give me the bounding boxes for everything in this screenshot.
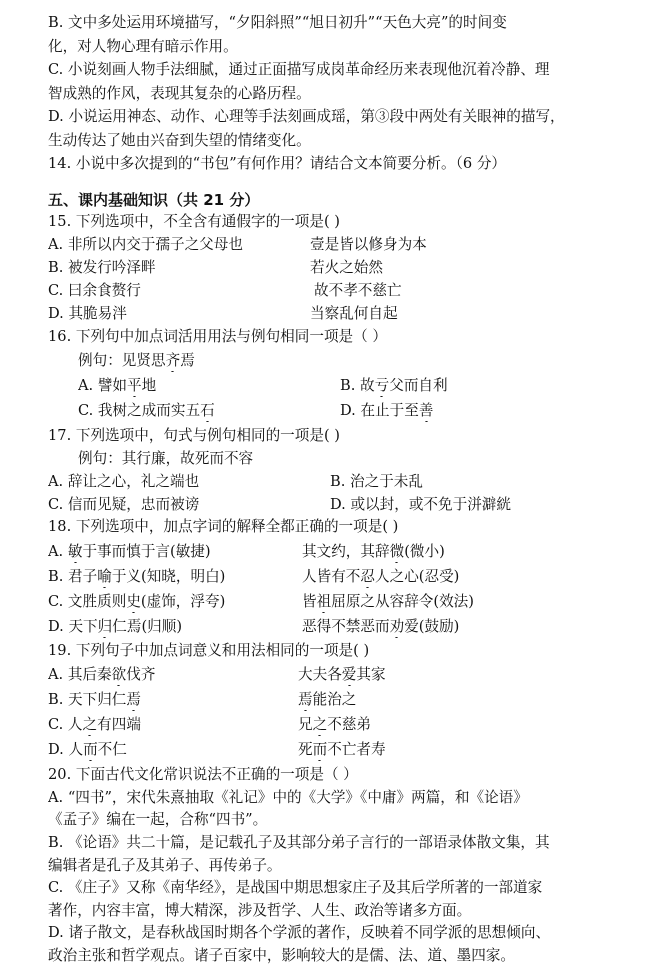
q18-a1-post: 于事而慎于言(敏捷) [82,543,211,560]
q14-stem: 14. 小说中多次提到的“书包”有何作用？请结合文本简要分析。（6 分） [48,155,507,172]
q17-option-c: C. 信而见疑，忠而被谤 [48,496,200,513]
q18-d-right [302,617,459,637]
q16-d-pre: D. 在止于至 [340,402,419,419]
q15-stem: 15. 下列选项中，不全含有通假字的一项是( ) [48,213,340,230]
q16-c-dot: 石 [200,402,215,419]
q16-option-b [340,376,448,396]
q17-options-ab [48,472,634,493]
q19-a2-pre: 大夫各 [298,666,342,683]
q16-a-post: 地 [141,377,157,394]
q18-a1-pre: A. [48,543,68,560]
q18-a-right [302,542,445,562]
q19-b-right [298,690,356,710]
q19-d-right [298,740,386,760]
q17-option-d: D. 或以封，或不免于洴澼絖 [330,496,511,513]
q18-d2-pre: 恶得不禁恶而 [302,618,390,635]
q16-option-a [78,377,156,394]
q18-option-d [48,617,634,638]
q18-c2-pre: 皆 [302,593,317,610]
q16-option-c [78,402,215,419]
q18-a2-post: (微小) [404,543,445,560]
q15-option-b [48,258,634,279]
q19-b-left [48,691,141,708]
q19-c-left [48,716,141,733]
q19-a-right [298,665,386,685]
q17-stem: 17. 下列选项中，句式与例句相同的一项是( ) [48,427,340,444]
q16-option-d [340,401,433,421]
q18-c2-dot: 祖 [316,593,332,610]
q20-option-d-cont: 政治主张和哲学观点。诸子百家中，影响较大的是儒、法、道、墨四家。 [48,947,516,964]
q16-a-pre: A. 譬如 [78,377,128,394]
q18-c-right [302,592,474,612]
q20-option-b: B. 《论语》共二十篇，是记载孔子及其部分弟子言行的一部语录体散文集，其 [48,834,550,851]
q19-d2-dot: 而 [312,741,328,758]
q16-c-pre: C. 我树之成而实五 [78,402,201,419]
q19-d2-pre: 死 [298,741,313,758]
q16-example-pre: 例句：见贤思 [78,352,166,369]
q19-c2-dot: 之 [312,716,328,733]
q18-a1-dot: 敏 [67,543,83,560]
q13-option-c-cont: 智成熟的作风，表现其复杂的心路历程。 [48,85,311,102]
q19-b2-dot: 焉 [298,691,313,708]
q19-c1-pre: C. 人 [48,716,83,733]
q19-d1-post: 不仁 [97,741,127,758]
q18-c1-pre: C. 文胜质则 [48,593,127,610]
q17-option-a: A. 辞让之心，礼之端也 [48,473,200,490]
q16-b-post: 父而自利 [389,377,448,394]
q19-d1-dot: 而 [83,741,98,758]
q16-b-pre: B. 故 [340,377,375,394]
q13-option-d: D. 小说运用神态、动作、心理等手法刻画成瑶，第③段中两处有关眼神的描写， [48,108,565,125]
q16-a-dot: 平 [127,377,142,394]
q18-c1-post: (虚饰，浮夸) [140,593,226,610]
q18-d-left [48,618,182,635]
q20-option-c-cont: 著作，内容丰富，博大精深，涉及哲学、人生、政治等诸多方面。 [48,902,472,919]
q15-option-d [48,304,634,325]
q20-option-c: C. 《庄子》又称《南华经》，是战国中期思想家庄子及其后学所著的一部道家 [48,879,543,896]
q16-b-dot: 亏 [374,377,390,394]
q19-b1-dot: 焉 [126,691,141,708]
q18-option-a [48,542,634,563]
q18-stem: 18. 下列选项中，加点字词的解释全都正确的一项是( ) [48,518,399,535]
q19-a2-dot: 爱 [341,666,357,683]
q18-b2-pre: 人皆有不 [302,568,361,585]
q18-b-left [48,568,225,585]
q18-b1-pre: B. 君子 [48,568,98,585]
q15-d-right: 当察乱何自起 [310,305,398,322]
q15-a-right: 壹是皆以修身为本 [310,236,427,253]
q19-option-a [48,665,634,686]
q20-option-a-cont: 《孟子》编在一起，合称“四书”。 [48,811,268,828]
q19-d2-post: 不亡者寿 [327,741,386,758]
q19-c-right [298,715,371,735]
q19-a1-pre: A. 其后秦 [48,666,112,683]
q20-stem: 20. 下面古代文化常识说法不正确的一项是（ ） [48,766,358,783]
q18-c1-dot: 史 [126,593,141,610]
q18-d2-dot: 劝 [389,618,405,635]
q18-b2-post: 人之心(忍受) [375,568,460,585]
q18-b2-dot: 忍 [360,568,375,585]
q13-option-d-cont: 生动传达了她由兴奋到失望的情绪变化。 [48,132,311,149]
q19-c1-post: 有四端 [97,716,141,733]
q19-d-left [48,741,127,758]
q19-a-left [48,666,155,683]
q19-b2-post: 能治之 [312,691,357,708]
q18-a2-dot: 微 [389,543,405,560]
q15-d-left: D. 其脆易泮 [48,305,127,322]
q15-a-left: A. 非所以内交于孺子之父母也 [48,236,243,253]
q16-options-cd [78,401,634,422]
q19-c1-dot: 之 [82,716,98,733]
q20-option-a: A. “四书”，宋代朱熹抽取《礼记》中的《大学》《中庸》两篇，和《论语》 [48,789,528,806]
q15-c-left: C. 曰余食赘行 [48,282,141,299]
q17-example: 例句：其行廉，故死而不容 [78,450,254,467]
q18-a2-pre: 其文约，其辞 [302,543,390,560]
q19-stem: 19. 下列句子中加点词意义和用法相同的一项是( ) [48,642,370,659]
q19-a1-dot: 欲 [111,666,127,683]
q13-option-c: C. 小说刻画人物手法细腻，通过正面描写成岗革命经历来表现他沉着冷静、理 [48,61,550,78]
q13-option-b-cont: 化，对人物心理有暗示作用。 [48,38,238,55]
q18-a-left [48,543,211,560]
q19-c2-pre: 兄 [298,716,313,733]
q17-option-b: B. 治之于未乱 [330,473,423,490]
q19-a2-post: 其家 [356,666,386,683]
q20-option-b-cont: 编辑者是孔子及其弟子、再传弟子。 [48,857,282,874]
q18-option-c [48,592,634,613]
q16-d-dot: 善 [418,402,434,419]
q18-b1-post: 于义(知晓，明白) [111,568,226,585]
q19-option-c [48,715,634,736]
q18-d1-post: 仁焉(归顺) [112,618,183,635]
q18-option-b [48,567,634,588]
q19-a1-post: 伐齐 [126,666,156,683]
q19-c2-post: 不慈弟 [327,716,372,733]
q16-options-ab [78,376,634,397]
q18-d1-dot: 归 [97,618,113,635]
q19-d1-pre: D. 人 [48,741,84,758]
q16-example-post: 焉 [180,352,195,369]
q15-b-left: B. 被发行吟泽畔 [48,259,156,276]
q13-option-b: B. 文中多处运用环境描写，“夕阳斜照”“旭日初升”“天色大亮”的时间变 [48,14,507,31]
q15-option-c [48,281,634,302]
q15-c-right: 故不孝不慈亡 [314,282,402,299]
q18-d1-pre: D. 天下 [48,618,98,635]
q20-option-d: D. 诸子散文，是春秋战国时期各个学派的著作，反映着不同学派的思想倾向、 [48,924,551,941]
q19-b1-pre: B. 天下归仁 [48,691,127,708]
section-title: 五、课内基础知识（共 21 分） [48,191,260,209]
q18-d2-post: 爱(鼓励) [404,618,460,635]
q16-stem: 16. 下列句中加点词活用用法与例句相同一项是（ ） [48,328,387,345]
q19-option-d [48,740,634,761]
q18-c2-post: 屈原之从容辞令(效法) [331,593,474,610]
q17-options-cd [48,495,634,516]
q18-c-left [48,593,225,610]
q18-b-right [302,567,459,587]
q19-option-b [48,690,634,711]
q16-example-dot: 齐 [165,352,181,369]
q15-option-a [48,235,634,256]
q16-example [78,351,634,372]
q18-b1-dot: 喻 [97,568,112,585]
q15-b-right: 若火之始然 [310,259,383,276]
